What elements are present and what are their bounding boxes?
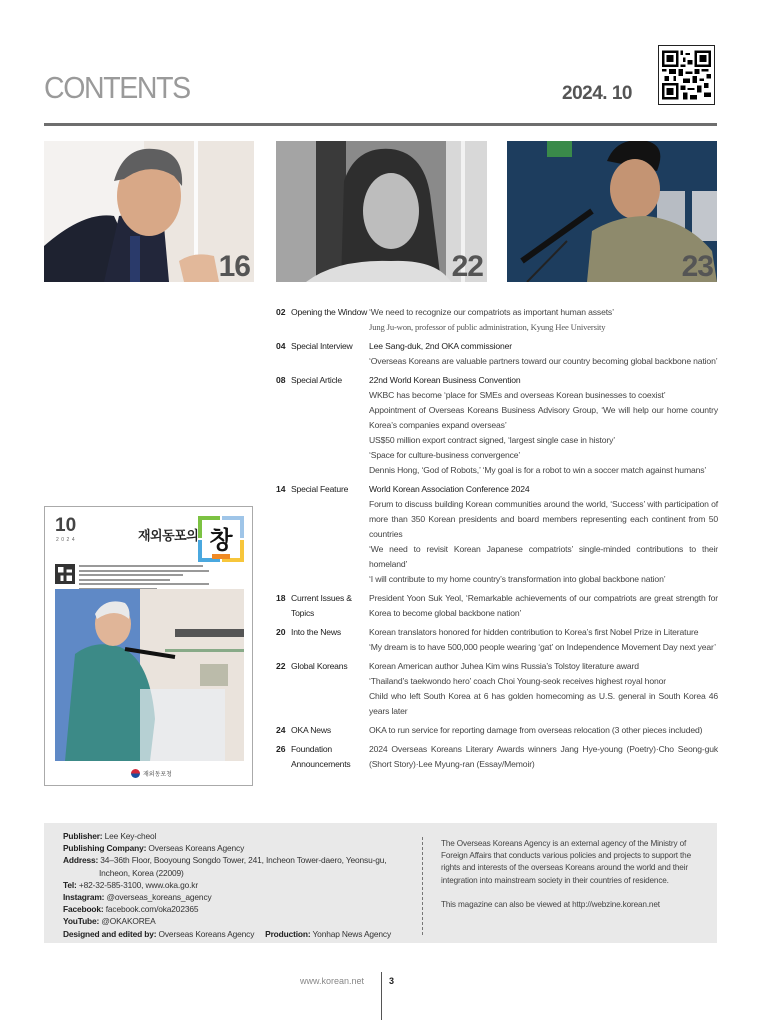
publisher-line: Publisher: Lee Key-cheol [63,831,157,841]
toc-entry[interactable] [276,659,718,719]
page-number: 3 [389,976,395,986]
agency-about: The Overseas Koreans Agency is an external agency of the Ministry of Foreign Affairs that conducts various policies and projects to support the rights and interests of the overseas Koreans around the world and their integration into mainstream society in their countries of residence. [441,839,691,885]
toc-entry[interactable] [276,339,718,369]
photo-interview[interactable] [44,141,254,282]
toc-item[interactable]: OKA to run service for reporting damage from overseas relocation (3 other pieces included) [369,725,703,735]
photo-page-number: 16 [218,250,250,282]
cover-magazine-name: 재외동포의 [138,528,199,543]
toc-page-number: 22 [276,661,286,671]
cover-qr-icon [55,564,75,584]
toc-items [369,742,718,772]
toc-entry[interactable] [276,482,718,587]
toc-page-number: 26 [276,744,286,754]
toc-page-number: 04 [276,341,286,351]
toc-page-number: 08 [276,375,286,385]
toc-item[interactable]: Appointment of Overseas Koreans Business Advisory Group, ‘We will help our home country Korea’s companies expand overseas’ [369,405,718,430]
colophon-divider [422,837,423,935]
toc-section-title: OKA News [291,725,331,735]
header-rule [44,123,717,126]
qr-code-icon[interactable] [658,45,715,105]
youtube-line: YouTube: @OKAKOREA [63,916,156,927]
toc-section-title: Global Koreans [291,661,348,671]
toc-items [369,339,718,369]
toc-section-title: Foundation Announcements [291,744,351,769]
toc-entry[interactable] [276,305,718,335]
toc-item-heading[interactable]: Lee Sang-duk, 2nd OKA commissioner [369,341,512,351]
page-title: CONTENTS [44,70,190,105]
toc-section-title: Special Feature [291,484,349,494]
toc-page-number: 14 [276,484,286,494]
issue-date: 2024. 10 [562,83,632,104]
cover-photo [55,589,244,761]
toc-item[interactable]: WKBC has become ‘place for SMEs and overseas Korean businesses to coexist’ [369,390,666,400]
cover-issue-year: 2024 [56,537,78,543]
credits-line: Designed and edited by: Overseas Koreans Agency Production: Yonhap News Agency [63,928,391,939]
toc-section-title: Special Interview [291,341,353,351]
toc-items [369,591,718,621]
photo-page-number: 23 [681,250,713,282]
toc-item[interactable]: Korean translators honored for hidden contribution to Korea’s first Nobel Prize in Literature [369,627,699,637]
photo-into-the-news[interactable] [507,141,717,282]
toc-entry[interactable] [276,591,718,621]
agency-description [441,838,706,911]
photo-page-number: 22 [451,250,483,282]
toc-item[interactable]: Forum to discuss building Korean communities around the world, ‘Success’ with participation of more than 350 Korean presidents and board members representing each continent from 50 countries [369,499,718,539]
toc-entry[interactable] [276,742,718,772]
toc-item[interactable]: ‘I will contribute to my home country’s transformation into global backbone nation’ [369,574,666,584]
toc-page-number: 18 [276,593,286,603]
toc-item[interactable]: Child who left South Korea at 6 has golden homecoming as U.S. general in South Korea 46 years later [369,691,718,716]
toc-item[interactable]: ‘Thailand’s taekwondo hero’ coach Choi Young-seok receives highest royal honor [369,676,666,686]
colophon [44,823,717,943]
colophon-details [63,830,428,940]
instagram-link[interactable]: @overseas_koreans_agency [106,892,212,903]
toc-item[interactable]: Jung Ju-won, professor of public administration, Kyung Hee University [369,322,606,332]
page-footer-divider [381,972,382,1020]
toc-item[interactable]: ‘We need to revisit Korean Japanese compatriots’ single-minded contributions to their homeland’ [369,544,718,569]
address-line: Address: 34–36th Floor, Booyoung Songdo Tower, 241, Incheon Tower-daero, Yeonsu-gu, [63,855,387,866]
toc-section-title: Special Article [291,375,342,385]
cover-agency-name: 재외동포청 [143,772,172,778]
toc-section-title: Current Issues & Topics [291,593,352,618]
address-line-2: Incheon, Korea (22009) [99,867,184,878]
toc-items [369,305,718,335]
cover-issue-number: 10 [55,515,77,536]
toc-entry[interactable] [276,625,718,655]
toc-item[interactable]: Dennis Hong, ‘God of Robots,’ ‘My goal is for a robot to win a soccer match against humans’ [369,465,707,475]
toc-item[interactable]: Korean American author Juhea Kim wins Russia’s Tolstoy literature award [369,661,639,671]
facebook-line: Facebook: facebook.com/oka202365 [63,904,199,915]
toc-items [369,482,718,587]
photo-global-koreans[interactable] [276,141,487,282]
toc-entry[interactable] [276,723,718,738]
toc-item-heading[interactable]: 22nd World Korean Business Convention [369,375,521,385]
site-url[interactable]: www.korean.net [300,976,365,986]
cover-thumbnail[interactable] [44,506,253,786]
toc-items [369,659,718,719]
toc-items [369,625,718,655]
cover-agency-mark [131,769,172,778]
instagram-line: Instagram: @overseas_koreans_agency [63,892,212,903]
toc-item[interactable]: ‘Space for culture-business convergence’ [369,450,521,460]
toc-section-title: Into the News [291,627,341,637]
toc-item[interactable]: 2024 Overseas Koreans Literary Awards winners Jang Hye-young (Poetry)·Cho Seong-guk (Short Story)·Lee Myung-ran (Essay/Memoir) [369,744,718,769]
website-link[interactable]: +82-32-585-3100, www.oka.go.kr [78,879,198,890]
toc-entry[interactable] [276,373,718,478]
toc-page-number: 24 [276,725,286,735]
magazine-logo-char: 창 [209,526,233,554]
table-of-contents [276,305,718,776]
toc-page-number: 20 [276,627,286,637]
agency-emblem-icon [131,769,140,778]
toc-item[interactable]: President Yoon Suk Yeol, ‘Remarkable achievements of our compatriots are great strength for Korea to become global backbone nation’ [369,593,718,618]
toc-items [369,723,718,738]
facebook-link[interactable]: facebook.com/oka202365 [105,904,199,915]
toc-items [369,373,718,478]
toc-item-heading[interactable]: World Korean Association Conference 2024 [369,484,530,494]
youtube-link[interactable]: @OKAKOREA [101,916,156,927]
magazine-logo-icon [198,516,244,562]
toc-item[interactable]: ‘Overseas Koreans are valuable partners toward our country becoming global backbone nation’ [369,356,718,366]
webzine-note[interactable]: This magazine can also be viewed at http://webzine.korean.net [441,899,660,909]
cover-headlines [79,565,209,592]
toc-section-title: Opening the Window [291,307,368,317]
toc-page-number: 02 [276,307,286,317]
company-line: Publishing Company: Overseas Koreans Agency [63,843,245,854]
toc-item[interactable]: US$50 million export contract signed, ‘largest single case in history’ [369,435,616,445]
toc-item[interactable]: ‘We need to recognize our compatriots as important human assets’ [369,307,614,317]
tel-line: Tel: +82-32-585-3100, www.oka.go.kr [63,879,198,890]
toc-item[interactable]: ‘My dream is to have 500,000 people wearing ‘gat’ on Independence Movement Day next year’ [369,642,716,652]
